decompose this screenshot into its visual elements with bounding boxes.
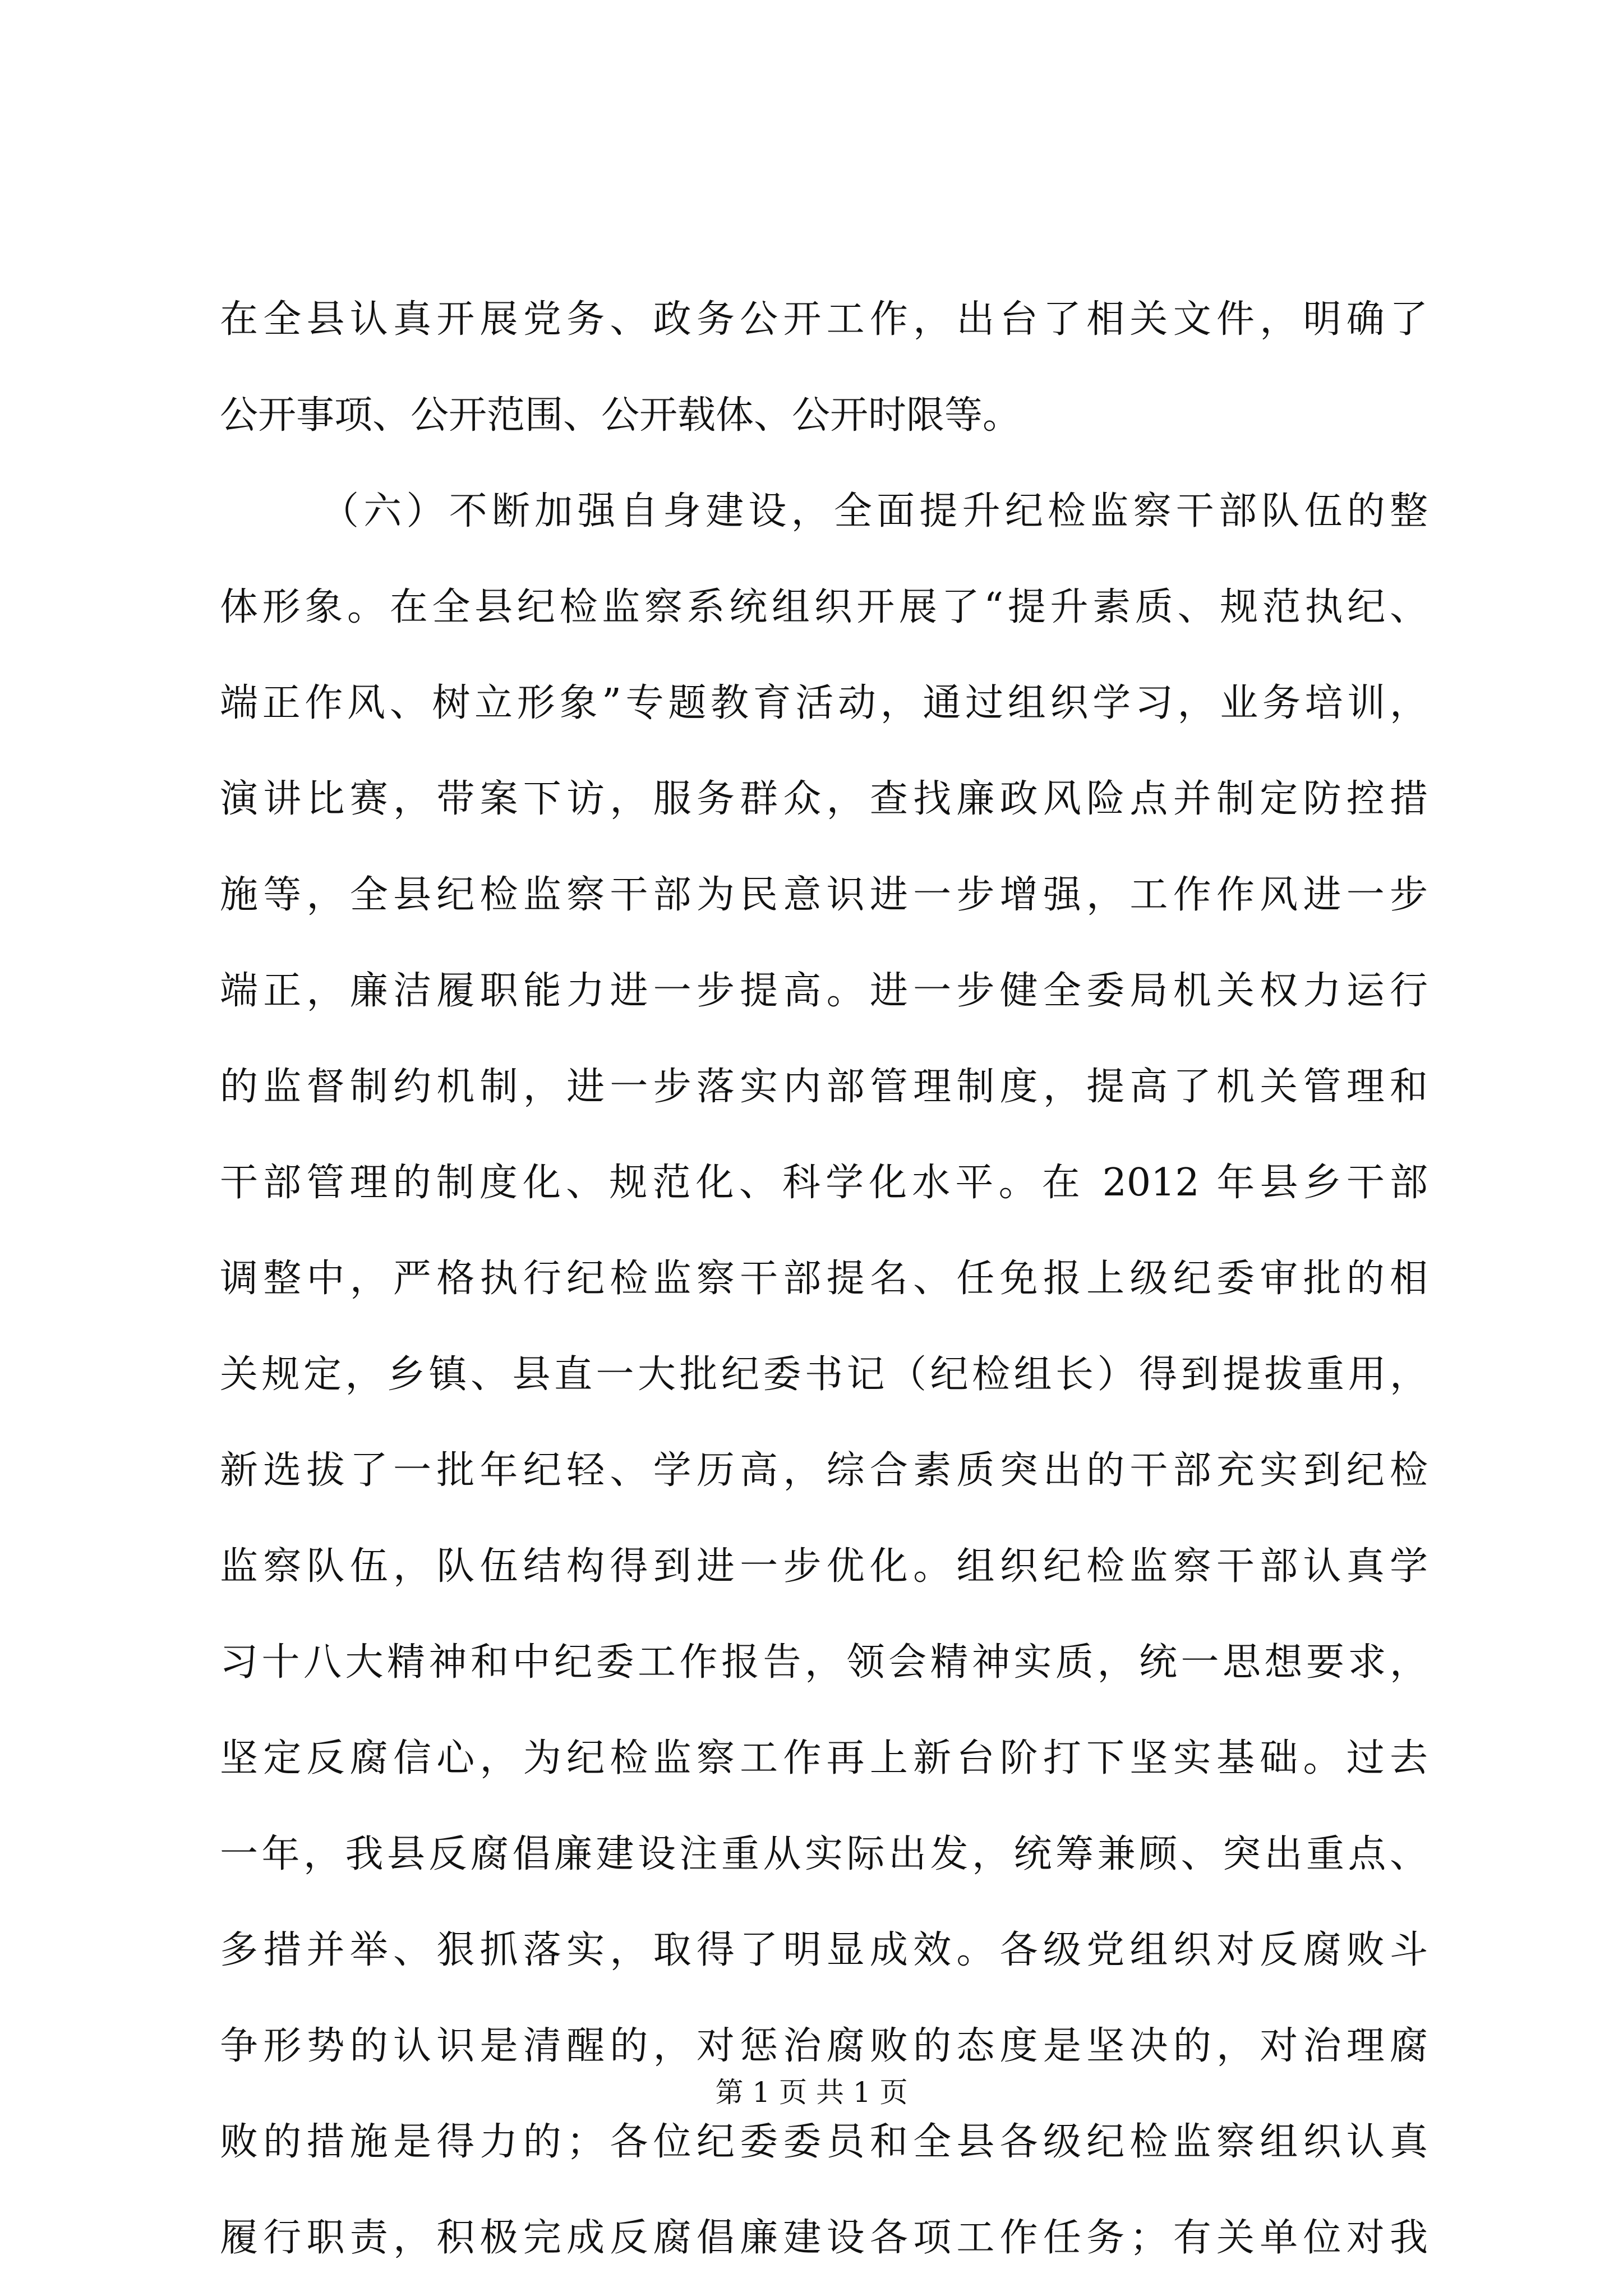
text-line: 一年，我县反腐倡廉建设注重从实际出发，统筹兼顾、突出重点、 (220, 1832, 1428, 1876)
text-line: 新选拔了一批年纪轻、学历高，综合素质突出的干部充实到纪检 (220, 1448, 1428, 1493)
page-number-label: 第 1 页 共 1 页 (715, 2076, 908, 2109)
text-line: 体形象。在全县纪检监察系统组织开展了“提升素质、规范执纪、 (220, 585, 1428, 629)
text-line: （六）不断加强自身建设，全面提升纪检监察干部队伍的整 (321, 489, 1428, 533)
text-line: 多措并举、狠抓落实，取得了明显成效。各级党组织对反腐败斗 (220, 1928, 1428, 1972)
text-line: 败的措施是得力的；各位纪委委员和全县各级纪检监察组织认真 (220, 2120, 1428, 2164)
text-line: 公开事项、公开范围、公开载体、公开时限等。 (220, 393, 1021, 438)
text-line: 施等，全县纪检监察干部为民意识进一步增强，工作作风进一步 (220, 873, 1428, 917)
text-line: 监察队伍，队伍结构得到进一步优化。组织纪检监察干部认真学 (220, 1544, 1428, 1589)
text-line: 在全县认真开展党务、政务公开工作，出台了相关文件，明确了 (220, 297, 1428, 342)
text-line: 端正，廉洁履职能力进一步提高。进一步健全委局机关权力运行 (220, 969, 1428, 1013)
text-line: 调整中，严格执行纪检监察干部提名、任免报上级纪委审批的相 (220, 1257, 1428, 1301)
text-line: 履行职责，积极完成反腐倡廉建设各项工作任务；有关单位对我 (220, 2216, 1428, 2260)
text-line: 习十八大精神和中纪委工作报告，领会精神实质，统一思想要求， (220, 1640, 1428, 1685)
document-body (220, 272, 1428, 2286)
text-line: 演讲比赛，带案下访，服务群众，查找廉政风险点并制定防控措 (220, 777, 1428, 821)
text-line: 干部管理的制度化、规范化、科学化水平。在 2012 年县乡干部 (220, 1161, 1428, 1205)
text-line: 坚定反腐信心，为纪检监察工作再上新台阶打下坚实基础。过去 (220, 1736, 1428, 1780)
text-line: 关规定，乡镇、县直一大批纪委书记（纪检组长）得到提拔重用， (220, 1352, 1428, 1397)
page-footer (0, 2070, 1623, 2115)
text-line: 端正作风、树立形象”专题教育活动，通过组织学习，业务培训， (220, 681, 1428, 725)
text-line: 争形势的认识是清醒的，对惩治腐败的态度是坚决的，对治理腐 (220, 2024, 1428, 2068)
text-line: 的监督制约机制，进一步落实内部管理制度，提高了机关管理和 (220, 1065, 1428, 1109)
